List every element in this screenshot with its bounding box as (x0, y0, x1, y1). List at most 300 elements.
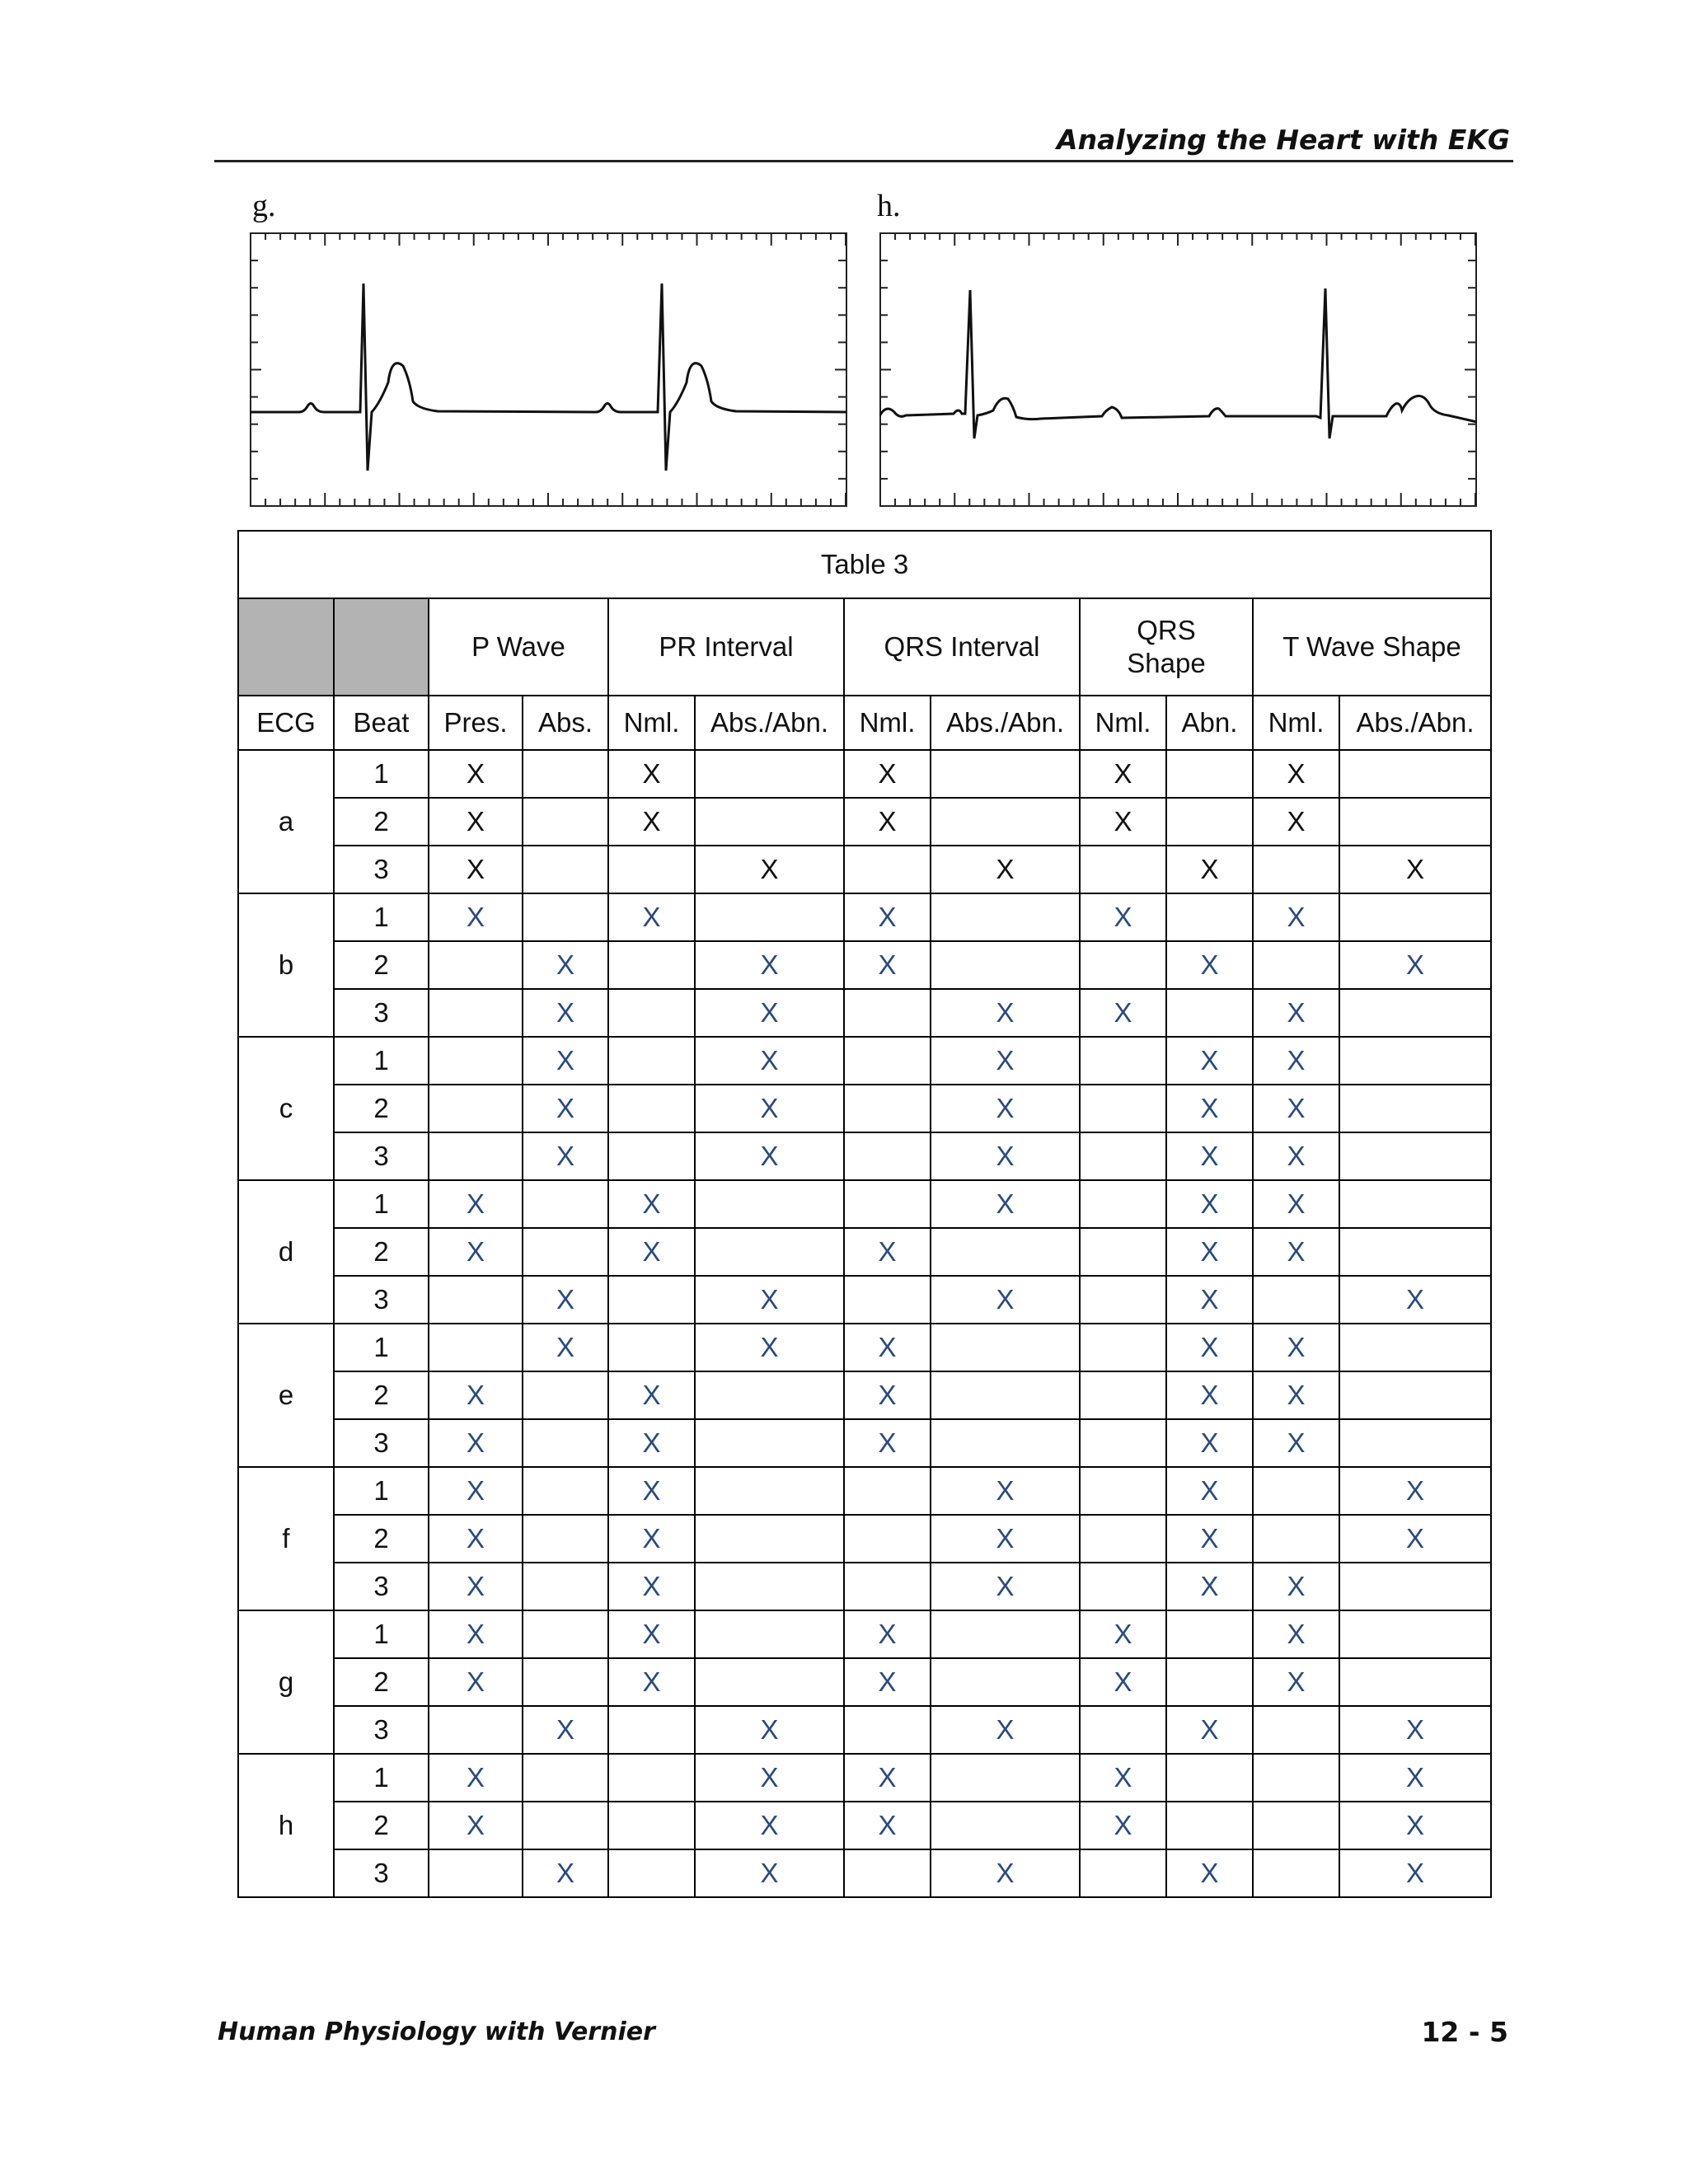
ekg-trace-g (250, 232, 847, 507)
mark-cell (695, 1037, 844, 1085)
sub-header-qrs-interval-normal: Nml. (844, 696, 931, 750)
x-mark: X (1200, 1380, 1219, 1410)
mark-cell (931, 989, 1080, 1037)
sub-header-qrs-interval-abnormal: Abs./Abn. (931, 696, 1080, 750)
mark-cell (608, 1276, 695, 1324)
mark-cell (429, 941, 523, 989)
mark-cell (931, 1610, 1080, 1658)
mark-cell (608, 1610, 695, 1658)
x-mark: X (1287, 806, 1306, 837)
x-mark: X (878, 1380, 897, 1410)
mark-cell (1339, 1324, 1491, 1371)
mark-cell (1339, 1706, 1491, 1754)
mark-cell (1253, 1706, 1339, 1754)
header-shade-cell (334, 598, 429, 696)
table-row (238, 798, 1491, 846)
ekg-analysis-table (237, 530, 1492, 1898)
x-mark: X (878, 1427, 897, 1458)
mark-cell (695, 1754, 844, 1802)
mark-cell (931, 1037, 1080, 1085)
x-mark: X (760, 997, 779, 1028)
sub-header-pr-normal: Nml. (608, 696, 695, 750)
x-mark: X (1200, 1858, 1219, 1888)
mark-cell (844, 1658, 931, 1706)
sub-header-ecg: ECG (238, 696, 334, 750)
x-mark: X (1406, 1714, 1425, 1745)
beat-number-cell: 1 (334, 1324, 429, 1371)
mark-cell (1080, 1085, 1166, 1132)
beat-number-cell: 3 (334, 1132, 429, 1180)
x-mark: X (556, 1858, 574, 1888)
mark-cell (1166, 846, 1253, 893)
mark-cell (1339, 1419, 1491, 1467)
x-mark: X (1114, 997, 1132, 1028)
group-header-t-wave-shape: T Wave Shape (1253, 598, 1491, 696)
mark-cell (1166, 1802, 1253, 1849)
beat-number-cell: 1 (334, 750, 429, 798)
mark-cell (695, 798, 844, 846)
x-mark: X (466, 1666, 485, 1697)
table-row (238, 1371, 1491, 1419)
beat-number-cell: 1 (334, 893, 429, 941)
x-mark: X (878, 806, 897, 837)
mark-cell (1080, 1802, 1166, 1849)
mark-cell (1339, 1371, 1491, 1419)
beat-number-cell: 1 (334, 1754, 429, 1802)
ecg-label-cell: d (238, 1180, 334, 1324)
x-mark: X (1200, 1141, 1219, 1171)
mark-cell (429, 1658, 523, 1706)
mark-cell (523, 846, 608, 893)
x-mark: X (996, 1284, 1015, 1315)
mark-cell (608, 1371, 695, 1419)
x-mark: X (466, 1475, 485, 1506)
x-mark: X (642, 902, 661, 932)
mark-cell (844, 989, 931, 1037)
x-mark: X (996, 1571, 1015, 1601)
beat-number-cell: 3 (334, 1419, 429, 1467)
beat-number-cell: 2 (334, 1658, 429, 1706)
mark-cell (429, 1228, 523, 1276)
mark-cell (1339, 941, 1491, 989)
mark-cell (844, 941, 931, 989)
x-mark: X (1287, 997, 1306, 1028)
x-mark: X (1114, 806, 1132, 837)
mark-cell (523, 1754, 608, 1802)
mark-cell (844, 1419, 931, 1467)
panel-label-h: h. (877, 189, 901, 223)
x-mark: X (1200, 1332, 1219, 1362)
mark-cell (931, 1706, 1080, 1754)
x-mark: X (1287, 758, 1306, 789)
x-mark: X (466, 902, 485, 932)
mark-cell (1339, 798, 1491, 846)
beat-number-cell: 2 (334, 1371, 429, 1419)
x-mark: X (996, 1475, 1015, 1506)
mark-cell (1253, 1085, 1339, 1132)
mark-cell (429, 1802, 523, 1849)
mark-cell (695, 1610, 844, 1658)
beat-number-cell: 3 (334, 1706, 429, 1754)
mark-cell (695, 1228, 844, 1276)
x-mark: X (1114, 1619, 1132, 1649)
mark-cell (931, 1849, 1080, 1897)
mark-cell (429, 1467, 523, 1515)
x-mark: X (556, 949, 574, 980)
mark-cell (608, 846, 695, 893)
x-mark: X (556, 1284, 574, 1315)
mark-cell (1166, 1849, 1253, 1897)
mark-cell (844, 798, 931, 846)
x-mark: X (1287, 1141, 1306, 1171)
x-mark: X (642, 758, 661, 789)
mark-cell (844, 1706, 931, 1754)
beat-number-cell: 1 (334, 1467, 429, 1515)
mark-cell (1253, 1419, 1339, 1467)
mark-cell (523, 1132, 608, 1180)
mark-cell (523, 1180, 608, 1228)
mark-cell (523, 1563, 608, 1610)
mark-cell (931, 1324, 1080, 1371)
mark-cell (1253, 1754, 1339, 1802)
table-row (238, 846, 1491, 893)
mark-cell (523, 1419, 608, 1467)
mark-cell (523, 1849, 608, 1897)
mark-cell (523, 1228, 608, 1276)
mark-cell (1166, 750, 1253, 798)
x-mark: X (556, 1141, 574, 1171)
x-mark: X (466, 1523, 485, 1554)
x-mark: X (642, 1475, 661, 1506)
mark-cell (1339, 750, 1491, 798)
mark-cell (1080, 989, 1166, 1037)
x-mark: X (760, 1762, 779, 1793)
beat-number-cell: 3 (334, 989, 429, 1037)
mark-cell (844, 1085, 931, 1132)
mark-cell (1339, 1754, 1491, 1802)
x-mark: X (1287, 1666, 1306, 1697)
mark-cell (608, 1324, 695, 1371)
sub-header-p-present: Pres. (429, 696, 523, 750)
x-mark: X (642, 1571, 661, 1601)
x-mark: X (996, 854, 1015, 884)
mark-cell (429, 846, 523, 893)
mark-cell (523, 1515, 608, 1563)
x-mark: X (760, 1093, 779, 1123)
x-mark: X (996, 1188, 1015, 1219)
panel-label-g: g. (252, 189, 276, 223)
x-mark: X (996, 1093, 1015, 1123)
mark-cell (695, 1849, 844, 1897)
mark-cell (429, 1419, 523, 1467)
mark-cell (523, 1037, 608, 1085)
mark-cell (931, 1228, 1080, 1276)
mark-cell (429, 1180, 523, 1228)
mark-cell (523, 893, 608, 941)
ekg-trace-h (879, 232, 1477, 507)
x-mark: X (1287, 1188, 1306, 1219)
table-row (238, 893, 1491, 941)
beat-number-cell: 3 (334, 846, 429, 893)
mark-cell (429, 1276, 523, 1324)
mark-cell (844, 1132, 931, 1180)
x-mark: X (556, 997, 574, 1028)
sub-header-t-wave-abnormal: Abs./Abn. (1339, 696, 1491, 750)
beat-number-cell: 2 (334, 798, 429, 846)
mark-cell (608, 750, 695, 798)
x-mark: X (1200, 1236, 1219, 1267)
mark-cell (1080, 1706, 1166, 1754)
mark-cell (931, 750, 1080, 798)
mark-cell (1166, 1467, 1253, 1515)
mark-cell (1166, 1228, 1253, 1276)
mark-cell (1253, 1563, 1339, 1610)
x-mark: X (996, 1523, 1015, 1554)
mark-cell (931, 1419, 1080, 1467)
mark-cell (931, 798, 1080, 846)
mark-cell (931, 1658, 1080, 1706)
x-mark: X (878, 1619, 897, 1649)
mark-cell (844, 1563, 931, 1610)
x-mark: X (760, 1284, 779, 1315)
mark-cell (608, 893, 695, 941)
mark-cell (608, 1180, 695, 1228)
mark-cell (1080, 1132, 1166, 1180)
mark-cell (1253, 1610, 1339, 1658)
x-mark: X (996, 1141, 1015, 1171)
mark-cell (1080, 1515, 1166, 1563)
table-row (238, 1849, 1491, 1897)
mark-cell (608, 1515, 695, 1563)
x-mark: X (760, 1045, 779, 1076)
beat-number-cell: 1 (334, 1610, 429, 1658)
x-mark: X (1287, 1571, 1306, 1601)
mark-cell (1339, 846, 1491, 893)
mark-cell (931, 1563, 1080, 1610)
mark-cell (523, 1802, 608, 1849)
group-header-pr-interval: PR Interval (608, 598, 844, 696)
mark-cell (695, 846, 844, 893)
beat-number-cell: 2 (334, 1802, 429, 1849)
mark-cell (1253, 1849, 1339, 1897)
mark-cell (1166, 1324, 1253, 1371)
mark-cell (523, 1324, 608, 1371)
mark-cell (931, 1085, 1080, 1132)
mark-cell (1339, 893, 1491, 941)
mark-cell (1080, 750, 1166, 798)
mark-cell (1080, 941, 1166, 989)
table-row (238, 750, 1491, 798)
mark-cell (608, 1037, 695, 1085)
mark-cell (1166, 893, 1253, 941)
mark-cell (1339, 1228, 1491, 1276)
x-mark: X (1200, 1093, 1219, 1123)
x-mark: X (1200, 1571, 1219, 1601)
x-mark: X (878, 1332, 897, 1362)
x-mark: X (556, 1045, 574, 1076)
x-mark: X (466, 1619, 485, 1649)
x-mark: X (878, 1666, 897, 1697)
table-row (238, 1658, 1491, 1706)
mark-cell (1339, 1610, 1491, 1658)
x-mark: X (1287, 1236, 1306, 1267)
mark-cell (429, 1132, 523, 1180)
table-row (238, 1419, 1491, 1467)
x-mark: X (996, 1858, 1015, 1888)
mark-cell (429, 1324, 523, 1371)
x-mark: X (556, 1093, 574, 1123)
x-mark: X (1406, 1475, 1425, 1506)
mark-cell (844, 750, 931, 798)
x-mark: X (760, 1714, 779, 1745)
mark-cell (608, 1849, 695, 1897)
mark-cell (844, 1228, 931, 1276)
mark-cell (1166, 1276, 1253, 1324)
footer-book-title: Human Physiology with Vernier (218, 2018, 655, 2046)
mark-cell (429, 1754, 523, 1802)
x-mark: X (466, 1427, 485, 1458)
mark-cell (523, 941, 608, 989)
mark-cell (931, 846, 1080, 893)
table-row (238, 1802, 1491, 1849)
beat-number-cell: 3 (334, 1276, 429, 1324)
mark-cell (931, 1515, 1080, 1563)
mark-cell (1253, 1228, 1339, 1276)
mark-cell (429, 1849, 523, 1897)
x-mark: X (1200, 1284, 1219, 1315)
beat-number-cell: 1 (334, 1180, 429, 1228)
mark-cell (1080, 1371, 1166, 1419)
x-mark: X (878, 902, 897, 932)
mark-cell (429, 989, 523, 1037)
x-mark: X (466, 1762, 485, 1793)
mark-cell (1253, 1802, 1339, 1849)
mark-cell (429, 893, 523, 941)
sub-header-t-wave-normal: Nml. (1253, 696, 1339, 750)
mark-cell (1166, 1754, 1253, 1802)
mark-cell (1080, 1419, 1166, 1467)
mark-cell (523, 1085, 608, 1132)
table-row (238, 1037, 1491, 1085)
mark-cell (429, 1085, 523, 1132)
x-mark: X (878, 1762, 897, 1793)
mark-cell (695, 1467, 844, 1515)
mark-cell (1080, 1658, 1166, 1706)
table-row (238, 1610, 1491, 1658)
x-mark: X (760, 1332, 779, 1362)
mark-cell (523, 1706, 608, 1754)
sub-header-qrs-shape-normal: Nml. (1080, 696, 1166, 750)
mark-cell (429, 1371, 523, 1419)
mark-cell (1339, 1085, 1491, 1132)
x-mark: X (466, 1380, 485, 1410)
mark-cell (695, 1276, 844, 1324)
sub-header-beat: Beat (334, 696, 429, 750)
mark-cell (1253, 989, 1339, 1037)
x-mark: X (466, 758, 485, 789)
x-mark: X (642, 1380, 661, 1410)
table-row (238, 1085, 1491, 1132)
mark-cell (1166, 1085, 1253, 1132)
beat-number-cell: 2 (334, 1228, 429, 1276)
x-mark: X (642, 1619, 661, 1649)
group-header-qrs-shape: QRS Shape (1080, 598, 1253, 696)
mark-cell (608, 989, 695, 1037)
mark-cell (1080, 1276, 1166, 1324)
ecg-label-cell: g (238, 1610, 334, 1754)
mark-cell (1080, 1563, 1166, 1610)
x-mark: X (1200, 949, 1219, 980)
mark-cell (931, 1802, 1080, 1849)
mark-cell (1166, 1706, 1253, 1754)
ecg-label-cell: e (238, 1324, 334, 1467)
beat-number-cell: 2 (334, 1085, 429, 1132)
x-mark: X (466, 854, 485, 884)
mark-cell (695, 1515, 844, 1563)
group-header-p-wave: P Wave (429, 598, 608, 696)
sub-header-qrs-shape-abnormal: Abn. (1166, 696, 1253, 750)
beat-number-cell: 1 (334, 1037, 429, 1085)
x-mark: X (1287, 1427, 1306, 1458)
mark-cell (695, 893, 844, 941)
x-mark: X (878, 1236, 897, 1267)
x-mark: X (996, 997, 1015, 1028)
mark-cell (608, 1132, 695, 1180)
mark-cell (1253, 1276, 1339, 1324)
mark-cell (1253, 1371, 1339, 1419)
mark-cell (1080, 846, 1166, 893)
mark-cell (931, 1132, 1080, 1180)
x-mark: X (1114, 902, 1132, 932)
mark-cell (931, 1180, 1080, 1228)
mark-cell (931, 1276, 1080, 1324)
table-row (238, 1515, 1491, 1563)
mark-cell (429, 1563, 523, 1610)
mark-cell (844, 1276, 931, 1324)
mark-cell (844, 893, 931, 941)
x-mark: X (760, 1810, 779, 1840)
mark-cell (844, 1849, 931, 1897)
mark-cell (523, 798, 608, 846)
table-row (238, 1467, 1491, 1515)
x-mark: X (1287, 1619, 1306, 1649)
table-row (238, 1180, 1491, 1228)
mark-cell (429, 798, 523, 846)
x-mark: X (1287, 1380, 1306, 1410)
x-mark: X (1287, 1332, 1306, 1362)
mark-cell (1339, 989, 1491, 1037)
mark-cell (1253, 750, 1339, 798)
mark-cell (429, 1515, 523, 1563)
mark-cell (608, 1802, 695, 1849)
beat-number-cell: 3 (334, 1563, 429, 1610)
x-mark: X (1406, 1858, 1425, 1888)
mark-cell (1253, 1467, 1339, 1515)
mark-cell (1080, 1228, 1166, 1276)
mark-cell (1253, 1132, 1339, 1180)
mark-cell (844, 1180, 931, 1228)
x-mark: X (466, 1188, 485, 1219)
mark-cell (608, 1754, 695, 1802)
mark-cell (1080, 1324, 1166, 1371)
table-row (238, 1276, 1491, 1324)
mark-cell (523, 1658, 608, 1706)
mark-cell (695, 1371, 844, 1419)
mark-cell (1080, 1037, 1166, 1085)
mark-cell (1253, 846, 1339, 893)
mark-cell (1339, 1563, 1491, 1610)
x-mark: X (760, 854, 779, 884)
